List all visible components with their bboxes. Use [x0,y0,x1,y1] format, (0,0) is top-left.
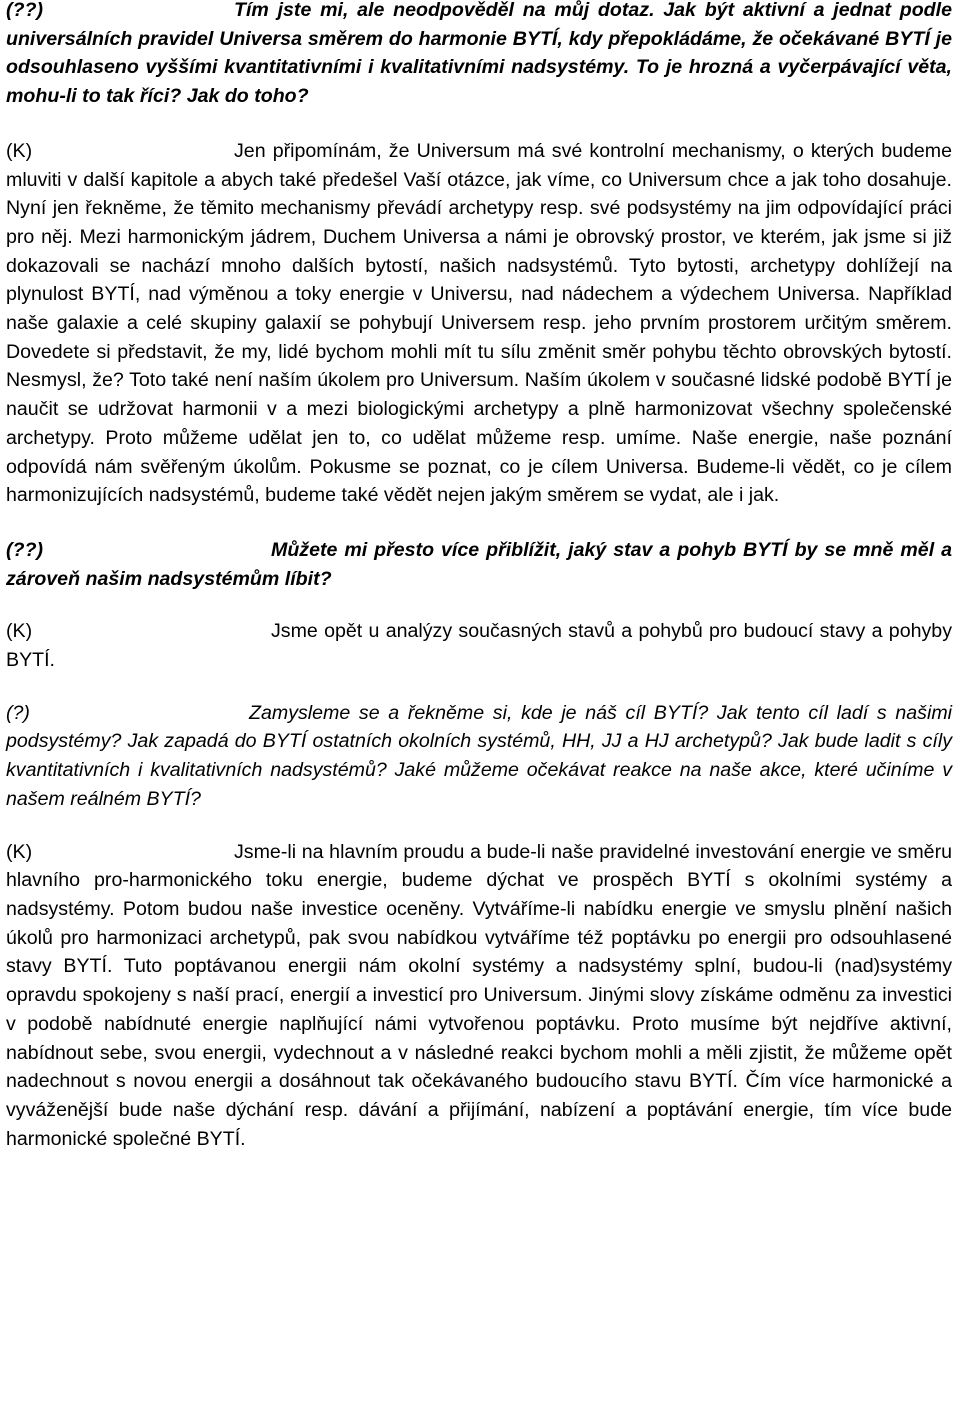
paragraph-text: Tím jste mi, ale neodpověděl na můj dotaz. Jak být aktivní a jednat podle universálních pravidel Universa směrem do harmonie BYTÍ, kdy přepokládáme, že očekávané BYTÍ je odsouhlaseno vyššími kvantitativními i kvalitativními nadsystémy. To je hrozná a vyčerpávající věta, mohu-li to tak říci? Jak do toho? [6,0,952,108]
paragraph-text: Jen připomínám, že Universum má své kontrolní mechanismy, o kterých budeme mluviti v další kapitole a abych také předešel Vaší otázce, jak víme, co Universum chce a jak toho dosahuje. Nyní jen řekněme, že těmito mechanismy převádí archetypy resp. své podsystémy na jim odpovídající práci pro něj. Mezi harmonickým jádrem, Duchem Universa a námi je obrovský prostor, ve kterém, jak jsme si již dokazovali se nachází mnoho dalších bytostí, našich nadsystémů. Tyto bytosti, archetypy dohlížejí na plynulost BYTÍ, nad výměnou a toky energie v Universu, nad nádechem a výdechem Universa. Například naše galaxie a celé skupiny galaxií se pohybují Universem resp. jeho prvním prostorem určitým směrem. Dovedete si představit, že my, lidé bychom mohli mít tu sílu změnit směr pohybu těchto obrovských bytostí. Nesmysl, že? Toto také není naším úkolem pro Universum. Naším úkolem v současné lidské podobě BYTÍ je naučit se udržovat harmonii v a mezi biologickými archetypy a plně harmonizovat všechny společenské archetypy. Proto můžeme udělat jen to, co udělat můžeme resp. umíme. Naše energie, naše poznání odpovídá nám svěřeným úkolům. Pokusme se poznat, co je cílem Universa. Budeme-li vědět, co je cílem harmonizujících nadsystémů, budeme také vědět nejen jakým směrem se vydat, ale i jak. [6,139,952,507]
speaker-marker: (??) [6,538,43,561]
speaker-marker: (K) [6,620,33,643]
paragraph-text: Zamysleme se a řekněme si, kde je náš cíl BYTÍ? Jak tento cíl ladí s našimi podsystémy? Jak zapadá do BYTÍ ostatních okolních systémů, HH, JJ a HJ archetypů? Jak bude ladit s cíly kvantitativních i kvalitativních nadsystémů? Jaké můžeme očekávat reakce na naše akce, které učiníme v našem reálném BYTÍ? [6,701,952,810]
question-paragraph-1 [6,0,952,111]
question-paragraph-3 [6,699,952,814]
paragraph-text: Jsme opět u analýzy současných stavů a pohybů pro budoucí stavy a pohyby BYTÍ. [6,620,952,672]
speaker-marker: (K) [6,139,33,162]
speaker-marker: (K) [6,840,33,863]
speaker-marker: (?) [6,701,30,724]
answer-paragraph-2 [6,617,952,674]
question-paragraph-2 [6,536,952,593]
paragraph-text: Můžete mi přesto více přiblížit, jaký stav a pohyb BYTÍ by se mně měl a zároveň našim nadsystémům líbit? [6,538,952,590]
paragraph-text: Jsme-li na hlavním proudu a bude-li naše pravidelné investování energie ve směru hlavního pro-harmonického toku energie, budeme dýchat ve prospěch BYTÍ s okolními systémy a nadsystémy. Potom budou naše investice oceněny. Vytváříme-li nabídku energie ve smyslu plnění našich úkolů pro harmonizaci archetypů, pak svou nabídkou vytváříme též poptávku po energii pro odsouhlasené stavy BYTÍ. Tuto poptávanou energii nám okolní systémy a nadsystémy splní, budou-li (nad)systémy opravdu spokojeny s naší prací, energií a investicí pro Universum. Jinými slovy získáme odměnu za investici v podobě nabídnuté energie naplňující námi vytvořenou poptávku. Proto musíme být nejdříve aktivní, nabídnout sebe, svou energii, vydechnout a v následné reakci bychom mohli a měli zjistit, že můžeme opět nadechnout s novou energii a dosáhnout tak očekávaného budoucího stavu BYTÍ. Čím více harmonické a vyváženější bude naše dýchání resp. dávání a přijímání, nabízení a poptávání energie, tím více bude harmonické společné BYTÍ. [6,840,952,1150]
speaker-marker: (??) [6,0,43,21]
answer-paragraph-1 [6,137,952,510]
answer-paragraph-3 [6,838,952,1154]
